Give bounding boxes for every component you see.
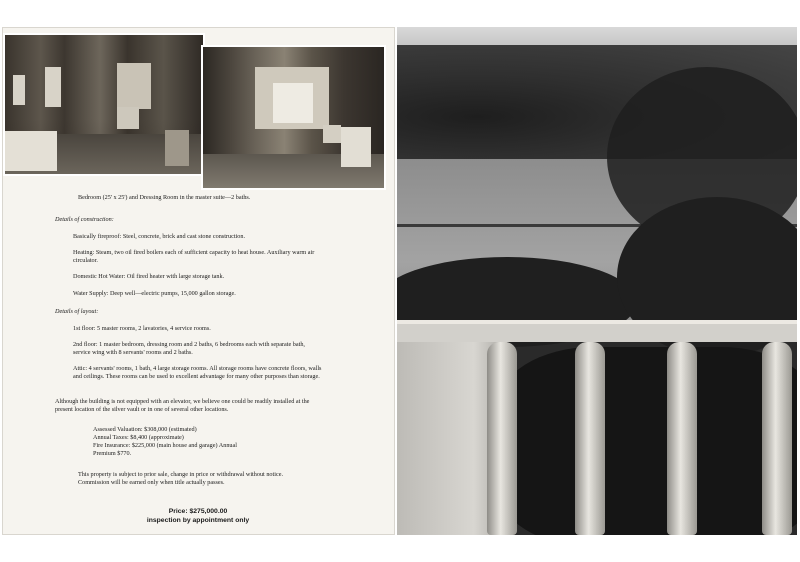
construction-item: Basically fireproof: Steel, concrete, brick and cast stone construction. (73, 233, 245, 240)
photo-balustrade-rail-top (397, 320, 797, 324)
appointment-text: inspection by appointment only (146, 516, 250, 524)
photo-baluster (575, 342, 605, 535)
financial-line: Premium $770. (93, 450, 132, 457)
elevator-note: Although the building is not equipped with an elevator, we believe one could be readily installed at the present location of the silver vault or in one of several other locations. (55, 398, 310, 413)
photo-shadow-foliage (497, 347, 797, 535)
layout-heading: Details of layout: (55, 308, 99, 315)
photo-window (273, 83, 313, 123)
construction-item: Heating: Steam, two oil fired boilers each of sufficient capacity to heat house. Auxiliary warm air circulator. (73, 249, 315, 264)
commission-note: Commission will be earned only when title actually passes. (78, 479, 225, 486)
photo-vanity (341, 127, 371, 167)
financial-line: Assessed Valuation: $308,000 (estimated) (93, 426, 197, 433)
construction-item: Domestic Hot Water: Oil fired heater with large storage tank. (73, 273, 225, 280)
photo-baluster (667, 342, 697, 535)
photo-chair (323, 125, 341, 143)
bedroom-photo (3, 33, 205, 176)
photo-chair (165, 130, 189, 166)
photo-chair (117, 107, 139, 129)
construction-heading: Details of construction: (55, 216, 114, 223)
price-text: Price: $275,000.00 (168, 508, 228, 515)
layout-item: 1st floor: 5 master rooms, 2 lavatories, 4 service rooms. (73, 325, 211, 332)
photo-window (117, 63, 151, 109)
photo-caption: Bedroom (25' x 25') and Dressing Room in the master suite—2 baths. (78, 194, 251, 201)
construction-item: Water Supply: Deep well—electric pumps, 15,000 gallon storage. (73, 290, 236, 297)
layout-item: Attic: 4 servants' rooms, 1 bath, 4 large storage rooms. All storage rooms have concrete floors, walls and ceilings. These rooms can be used to excellent advantage for many other purposes than storage. (73, 365, 322, 380)
left-page (2, 27, 395, 535)
photo-window (45, 67, 61, 107)
price-block (143, 508, 253, 525)
financial-line: Annual Taxes: $8,400 (approximate) (93, 434, 184, 441)
sale-note: This property is subject to prior sale, change in price or withdrawal without notice. (78, 471, 283, 478)
right-page-photo (397, 27, 797, 535)
photo-window (13, 75, 25, 105)
layout-item: 2nd floor: 1 master bedroom, dressing room and 2 baths, 6 bedrooms each with separate bath, service wing with 8 servants' rooms and 2 baths. (73, 341, 305, 356)
photo-baluster (762, 342, 792, 535)
dressing-room-photo (201, 45, 386, 190)
financial-line: Fire Insurance: $225,000 (main house and garage) Annual (93, 442, 237, 449)
photo-baluster (487, 342, 517, 535)
photo-bed (5, 131, 57, 171)
